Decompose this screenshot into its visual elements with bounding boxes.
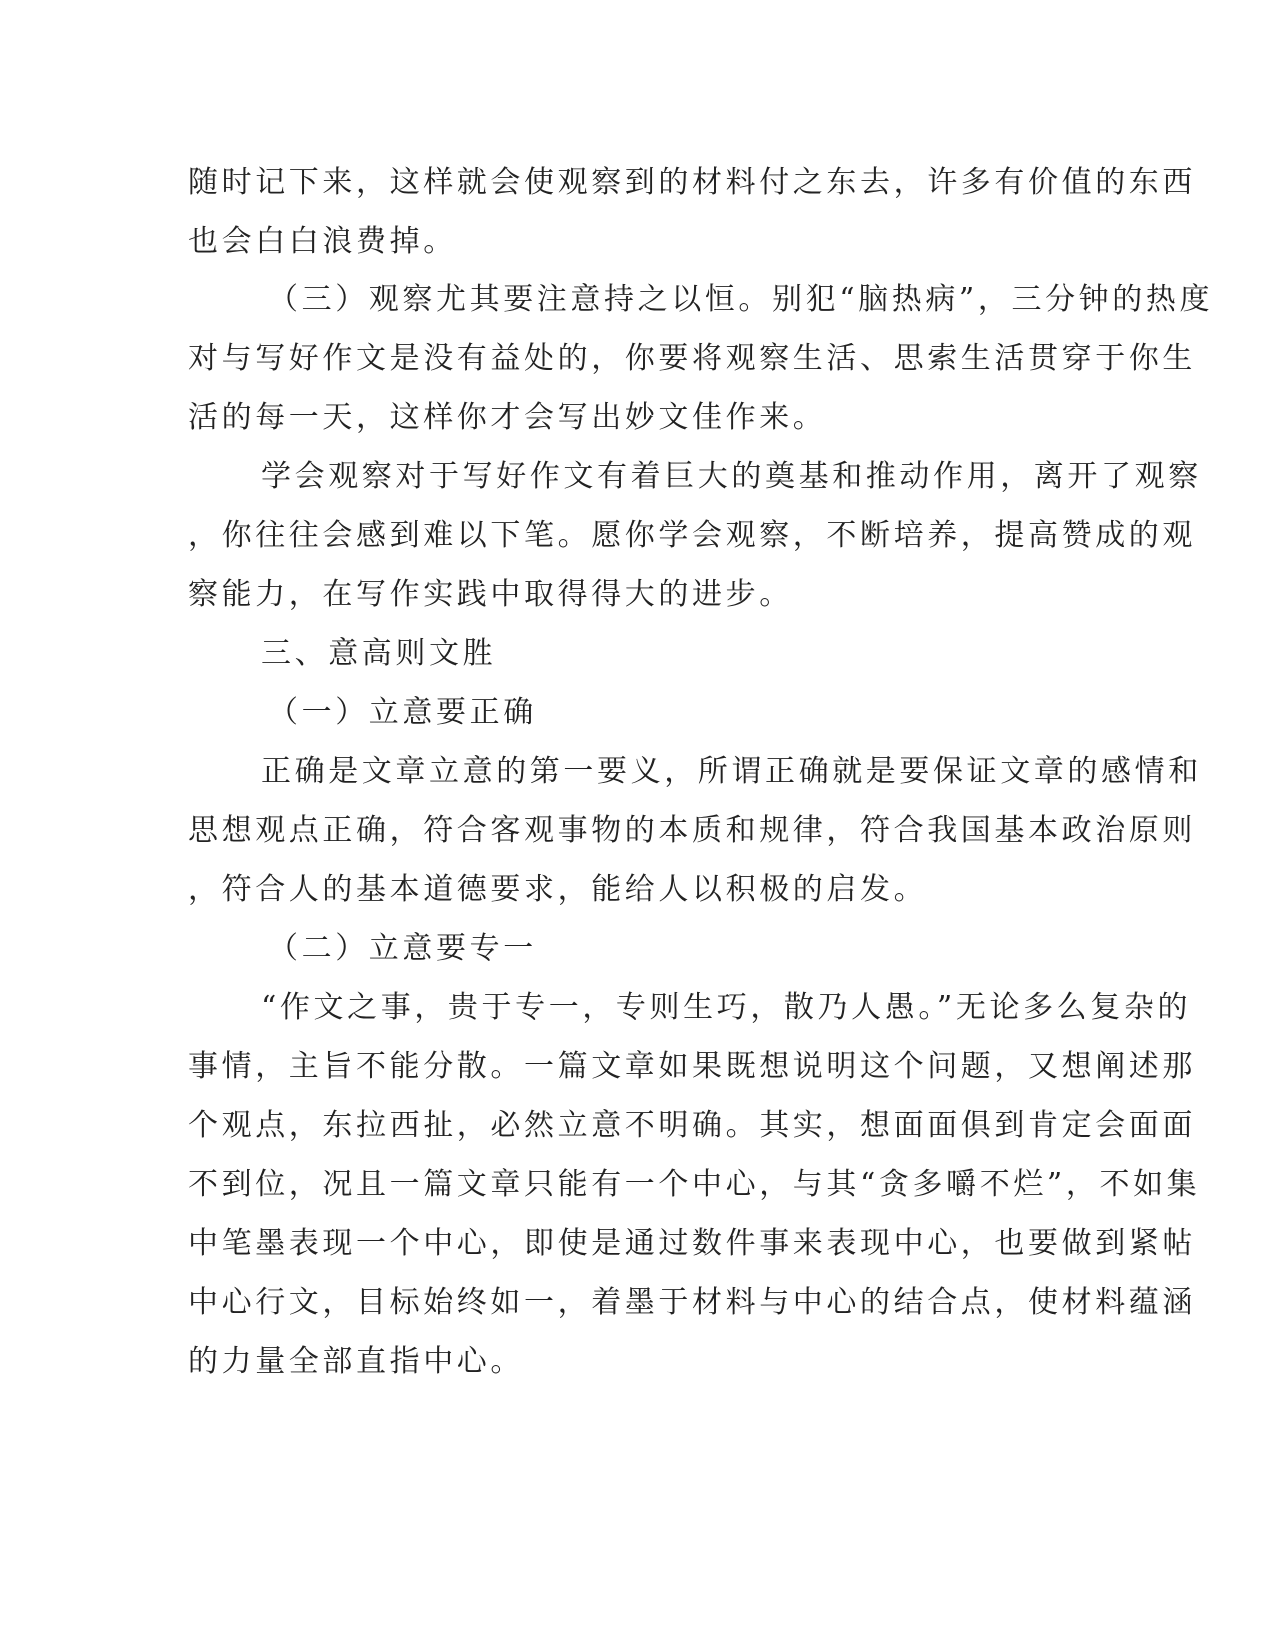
- paragraph-line: 的力量全部直指中心。: [188, 1344, 524, 1379]
- paragraph-line: （三）观察尤其要注意持之以恒。别犯“脑热病”，三分钟的热度: [268, 282, 1214, 317]
- paragraph-line: ，你往往会感到难以下笔。愿你学会观察，不断培养，提高赞成的观: [188, 518, 1196, 553]
- paragraph-line: 思想观点正确，符合客观事物的本质和规律，符合我国基本政治原则: [188, 813, 1196, 848]
- paragraph-line: 察能力，在写作实践中取得得大的进步。: [188, 577, 793, 612]
- paragraph-line: 随时记下来，这样就会使观察到的材料付之东去，许多有价值的东西: [188, 165, 1196, 200]
- paragraph-line: 正确是文章立意的第一要义，所谓正确就是要保证文章的感情和: [261, 754, 1202, 789]
- paragraph-line: 事情，主旨不能分散。一篇文章如果既想说明这个问题，又想阐述那: [188, 1049, 1196, 1084]
- subsection-heading: （一）立意要正确: [268, 695, 537, 730]
- paragraph-line: 不到位，况且一篇文章只能有一个中心，与其“贪多嚼不烂”，不如集: [188, 1167, 1201, 1202]
- paragraph-line: 对与写好作文是没有益处的，你要将观察生活、思索生活贯穿于你生: [188, 341, 1196, 376]
- paragraph-line: 活的每一天，这样你才会写出妙文佳作来。: [188, 400, 827, 435]
- paragraph-line: 中心行文，目标始终如一，着墨于材料与中心的结合点，使材料蕴涵: [188, 1285, 1196, 1320]
- subsection-heading: （二）立意要专一: [268, 931, 537, 966]
- paragraph-line: 个观点，东拉西扯，必然立意不明确。其实，想面面俱到肯定会面面: [188, 1108, 1196, 1143]
- section-heading: 三、意高则文胜: [261, 636, 497, 671]
- paragraph-line: 也会白白浪费掉。: [188, 224, 457, 259]
- paragraph-line: 中笔墨表现一个中心，即使是通过数件事来表现中心，也要做到紧帖: [188, 1226, 1196, 1261]
- paragraph-line: 学会观察对于写好作文有着巨大的奠基和推动作用，离开了观察: [261, 459, 1202, 494]
- paragraph-line: “作文之事，贵于专一，专则生巧，散乃人愚。”无论多么复杂的: [261, 990, 1192, 1025]
- paragraph-line: ，符合人的基本道德要求，能给人以积极的启发。: [188, 872, 928, 907]
